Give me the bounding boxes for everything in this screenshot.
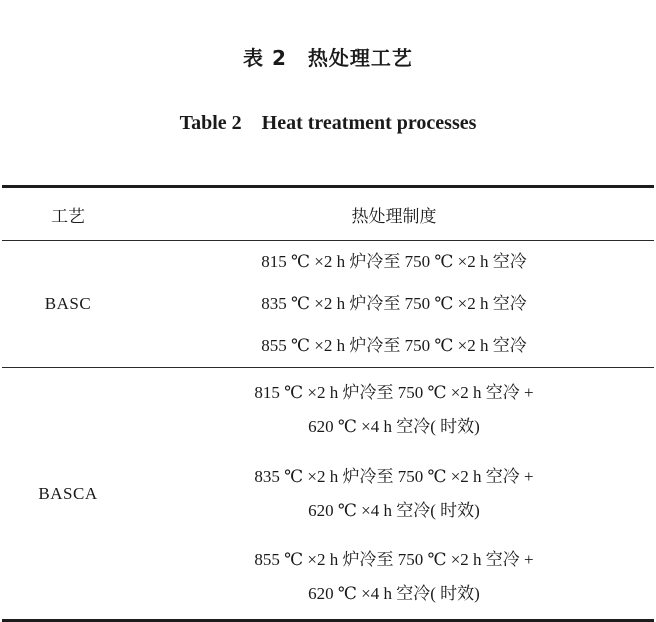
treatment-line: 815 ℃ ×2 h 炉冷至 750 ℃ ×2 h 空冷 — [261, 252, 527, 271]
table-title-zh: 表 2 热处理工艺 — [243, 46, 413, 70]
treatment-line: 855 ℃ ×2 h 炉冷至 750 ℃ ×2 h 空冷 — [261, 336, 527, 355]
heat-treatment-table — [2, 185, 654, 622]
table-group-basca — [2, 368, 654, 619]
treatment-row — [134, 283, 654, 325]
process-label-basca: BASCA — [38, 483, 98, 503]
table-title-en: Table 2 Heat treatment processes — [179, 112, 477, 134]
treatment-line: 620 ℃ ×4 h 空冷( 时效) — [308, 416, 480, 436]
process-cell — [2, 368, 134, 619]
process-cell — [2, 241, 134, 367]
treatment-line: 835 ℃ ×2 h 炉冷至 750 ℃ ×2 h 空冷 + — [254, 466, 534, 486]
treatment-row — [134, 535, 654, 619]
schedule-cell — [134, 368, 654, 619]
treatment-line: 855 ℃ ×2 h 炉冷至 750 ℃ ×2 h 空冷 + — [254, 550, 534, 570]
table-caption — [0, 0, 656, 173]
schedule-cell — [134, 241, 654, 367]
treatment-line: 835 ℃ ×2 h 炉冷至 750 ℃ ×2 h 空冷 — [261, 294, 527, 313]
treatment-row — [134, 452, 654, 536]
treatment-line: 620 ℃ ×4 h 空冷( 时效) — [308, 500, 480, 520]
treatment-row — [134, 325, 654, 367]
treatment-row — [134, 241, 654, 283]
header-cell-process: 工艺 — [51, 206, 85, 226]
treatment-line: 815 ℃ ×2 h 炉冷至 750 ℃ ×2 h 空冷 + — [254, 382, 534, 402]
process-label-basc: BASC — [44, 294, 92, 313]
table-group-basc — [2, 241, 654, 368]
header-cell-schedule: 热处理制度 — [351, 206, 437, 226]
table-header-row — [2, 188, 654, 241]
treatment-row — [134, 368, 654, 452]
treatment-line: 620 ℃ ×4 h 空冷( 时效) — [308, 584, 480, 604]
